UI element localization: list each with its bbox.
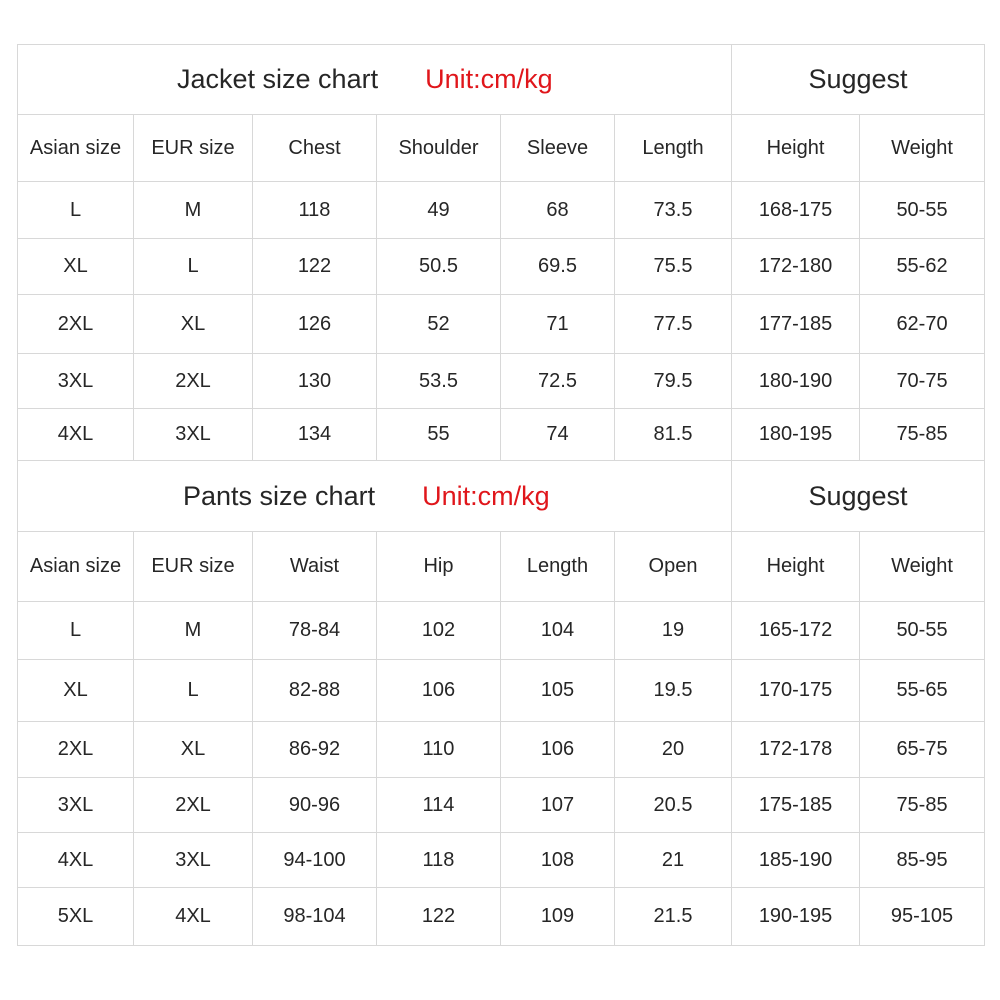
table-row [18,888,985,946]
table-cell: 175-185 [732,778,860,833]
table-cell: M [134,602,253,660]
table-cell: 79.5 [615,354,732,409]
pants-header-row [18,532,985,602]
pants-header-cell: Asian size [18,532,134,602]
pants-header-cell: EUR size [134,532,253,602]
pants-header-cell: Length [501,532,615,602]
table-cell: 72.5 [501,354,615,409]
table-cell: L [18,602,134,660]
pants-header-cell: Waist [253,532,377,602]
table-cell: 3XL [18,354,134,409]
table-cell: 62-70 [860,295,985,354]
pants-header-cell: Height [732,532,860,602]
table-cell: 106 [377,660,501,722]
pants-title-cell [18,461,732,532]
table-cell: 65-75 [860,722,985,778]
table-cell: 20 [615,722,732,778]
table-cell: 4XL [18,833,134,888]
table-cell: 185-190 [732,833,860,888]
table-cell: XL [18,660,134,722]
table-cell: 3XL [134,833,253,888]
table-cell: 126 [253,295,377,354]
table-cell: 4XL [134,888,253,946]
table-row [18,409,985,461]
table-cell: 3XL [134,409,253,461]
table-cell: 75-85 [860,778,985,833]
table-row [18,354,985,409]
table-cell: 108 [501,833,615,888]
jacket-header-cell: Height [732,115,860,182]
pants-suggest-heading: Suggest [732,461,985,532]
table-cell: 177-185 [732,295,860,354]
table-cell: 165-172 [732,602,860,660]
table-cell: L [134,239,253,295]
table-cell: 21 [615,833,732,888]
table-cell: 52 [377,295,501,354]
table-cell: 55-65 [860,660,985,722]
table-cell: 50.5 [377,239,501,295]
table-cell: 81.5 [615,409,732,461]
jacket-header-cell: Weight [860,115,985,182]
jacket-title-cell [18,45,732,115]
table-cell: 130 [253,354,377,409]
jacket-header-cell: Chest [253,115,377,182]
table-row [18,295,985,354]
table-cell: 75-85 [860,409,985,461]
table-cell: 180-190 [732,354,860,409]
table-cell: 2XL [134,354,253,409]
table-cell: 4XL [18,409,134,461]
table-cell: 77.5 [615,295,732,354]
pants-title: Pants size chart [183,480,376,511]
table-cell: 3XL [18,778,134,833]
table-cell: 114 [377,778,501,833]
table-cell: 55 [377,409,501,461]
table-cell: 82-88 [253,660,377,722]
table-cell: L [18,182,134,239]
table-row [18,833,985,888]
table-cell: 49 [377,182,501,239]
jacket-header-cell: Sleeve [501,115,615,182]
pants-title-row [18,461,985,532]
table-cell: 118 [377,833,501,888]
jacket-header-cell: EUR size [134,115,253,182]
table-cell: 5XL [18,888,134,946]
table-cell: 73.5 [615,182,732,239]
size-chart-table [17,44,985,946]
table-cell: 98-104 [253,888,377,946]
table-cell: 50-55 [860,602,985,660]
table-cell: 2XL [18,722,134,778]
jacket-header-cell: Length [615,115,732,182]
table-cell: 172-180 [732,239,860,295]
jacket-header-cell: Asian size [18,115,134,182]
jacket-unit: Unit:cm/kg [425,64,553,94]
table-cell: 78-84 [253,602,377,660]
table-cell: 2XL [134,778,253,833]
table-cell: 2XL [18,295,134,354]
table-cell: XL [18,239,134,295]
table-cell: 21.5 [615,888,732,946]
table-cell: 69.5 [501,239,615,295]
table-cell: 90-96 [253,778,377,833]
jacket-title-row [18,45,985,115]
table-cell: XL [134,295,253,354]
jacket-header-row [18,115,985,182]
table-cell: 122 [253,239,377,295]
table-cell: 70-75 [860,354,985,409]
size-chart-sheet [17,44,984,946]
table-cell: 75.5 [615,239,732,295]
table-cell: 106 [501,722,615,778]
table-cell: 109 [501,888,615,946]
table-cell: 105 [501,660,615,722]
table-cell: 95-105 [860,888,985,946]
pants-unit: Unit:cm/kg [422,480,550,511]
table-row [18,602,985,660]
pants-header-cell: Open [615,532,732,602]
table-row [18,778,985,833]
table-cell: 20.5 [615,778,732,833]
jacket-suggest-heading: Suggest [732,45,985,115]
table-row [18,660,985,722]
table-cell: 190-195 [732,888,860,946]
pants-header-cell: Hip [377,532,501,602]
table-cell: 102 [377,602,501,660]
table-cell: M [134,182,253,239]
table-cell: 134 [253,409,377,461]
table-cell: 172-178 [732,722,860,778]
table-cell: 85-95 [860,833,985,888]
table-cell: XL [134,722,253,778]
table-cell: 110 [377,722,501,778]
table-row [18,239,985,295]
table-cell: 71 [501,295,615,354]
table-cell: 104 [501,602,615,660]
table-cell: 122 [377,888,501,946]
table-cell: 55-62 [860,239,985,295]
jacket-title: Jacket size chart [177,64,379,94]
table-row [18,722,985,778]
table-cell: 180-195 [732,409,860,461]
table-cell: 68 [501,182,615,239]
jacket-header-cell: Shoulder [377,115,501,182]
table-cell: 19 [615,602,732,660]
table-cell: 50-55 [860,182,985,239]
table-cell: 170-175 [732,660,860,722]
table-cell: 53.5 [377,354,501,409]
table-cell: 107 [501,778,615,833]
table-cell: 118 [253,182,377,239]
table-cell: 168-175 [732,182,860,239]
table-cell: 94-100 [253,833,377,888]
table-cell: L [134,660,253,722]
table-cell: 19.5 [615,660,732,722]
table-cell: 86-92 [253,722,377,778]
table-cell: 74 [501,409,615,461]
table-row [18,182,985,239]
pants-header-cell: Weight [860,532,985,602]
